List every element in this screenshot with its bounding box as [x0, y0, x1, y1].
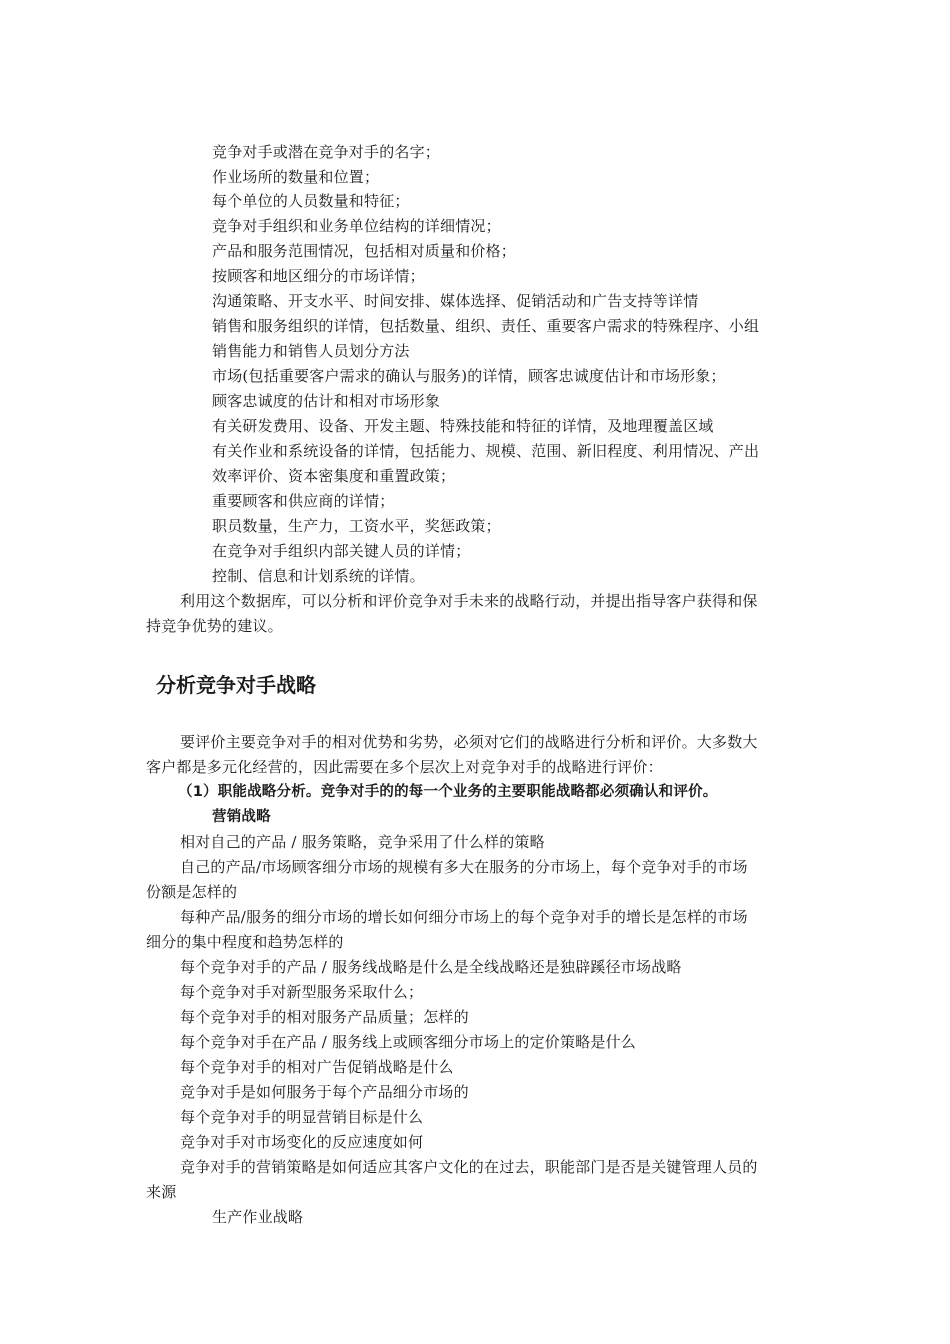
- list-item-cont: 来源: [146, 1183, 177, 1201]
- list-item: 每个竞争对手对新型服务采取什么；: [180, 983, 424, 1001]
- list-item-cont: 细分的集中程度和趋势怎样的: [146, 933, 344, 951]
- list-item: 产品和服务范围情况，包括相对质量和价格；: [212, 242, 517, 260]
- list-item: 每种产品/服务的细分市场的增长如何细分市场上的每个竞争对手的增长是怎样的市场: [180, 908, 748, 926]
- list-item: 相对自己的产品 / 服务策略，竞争采用了什么样的策略: [180, 833, 545, 851]
- list-item: 竞争对手对市场变化的反应速度如何: [180, 1133, 424, 1151]
- list-item: 每个竞争对手的明显营销目标是什么: [180, 1108, 424, 1126]
- list-item: 在竞争对手组织内部关键人员的详情；: [212, 542, 471, 560]
- section-heading: 分析竞争对手战略: [156, 673, 316, 697]
- list-item: 有关作业和系统设备的详情，包括能力、规模、范围、新旧程度、利用情况、产出: [212, 442, 760, 460]
- intro-paragraph: 要评价主要竞争对手的相对优势和劣势，必须对它们的战略进行分析和评价。大多数大: [180, 733, 758, 751]
- list-item: 按顾客和地区细分的市场详情；: [212, 267, 425, 285]
- list-item: 每个竞争对手的产品 / 服务线战略是什么是全线战略还是独辟蹊径市场战略: [180, 958, 682, 976]
- list-item: 每个竞争对手在产品 / 服务线上或顾客细分市场上的定价策略是什么: [180, 1033, 636, 1051]
- list-item: 自己的产品/市场顾客细分市场的规模有多大在服务的分市场上，每个竞争对手的市场: [180, 858, 748, 876]
- list-item: 销售能力和销售人员划分方法: [212, 342, 410, 360]
- list-item: 竞争对手的营销策略是如何适应其客户文化的在过去，职能部门是否是关键管理人员的: [180, 1158, 758, 1176]
- list-item-cont: 份额是怎样的: [146, 883, 238, 901]
- production-title: 生产作业战略: [212, 1208, 304, 1226]
- summary-paragraph: 利用这个数据库，可以分析和评价竞争对手未来的战略行动，并提出指导客户获得和保: [180, 592, 758, 610]
- list-item: 顾客忠诚度的估计和相对市场形象: [212, 392, 441, 410]
- list-item: 每个单位的人员数量和特征；: [212, 192, 410, 210]
- list-item: 竞争对手组织和业务单位结构的详细情况；: [212, 217, 501, 235]
- list-item: 效率评价、资本密集度和重置政策；: [212, 467, 456, 485]
- summary-paragraph-cont: 持竞争优势的建议。: [146, 617, 283, 635]
- list-item: 控制、信息和计划系统的详情。: [212, 567, 425, 585]
- subheading: （1）职能战略分析。竞争对手的的每一个业务的主要职能战略都必须确认和评价。: [178, 784, 718, 800]
- intro-paragraph-cont: 客户都是多元化经营的，因此需要在多个层次上对竞争对手的战略进行评价：: [146, 758, 663, 776]
- list-item: 重要顾客和供应商的详情；: [212, 492, 395, 510]
- list-item: 竞争对手是如何服务于每个产品细分市场的: [180, 1083, 469, 1101]
- list-item: 作业场所的数量和位置；: [212, 168, 380, 186]
- list-item: 每个竞争对手的相对广告促销战略是什么: [180, 1058, 454, 1076]
- list-item: 有关研发费用、设备、开发主题、特殊技能和特征的详情，及地理覆盖区域: [212, 417, 714, 435]
- list-item: 销售和服务组织的详情，包括数量、组织、责任、重要客户需求的特殊程序、小组: [212, 317, 760, 335]
- list-item: 每个竞争对手的相对服务产品质量；怎样的: [180, 1008, 469, 1026]
- list-item: 职员数量，生产力，工资水平，奖惩政策；: [212, 517, 501, 535]
- list-item: 市场(包括重要客户需求的确认与服务)的详情，顾客忠诚度估计和市场形象；: [212, 367, 726, 385]
- list-item: 沟通策略、开支水平、时间安排、媒体选择、促销活动和广告支持等详情: [212, 292, 699, 310]
- marketing-title: 营销战略: [212, 809, 271, 825]
- list-item: 竞争对手或潜在竞争对手的名字；: [212, 143, 441, 161]
